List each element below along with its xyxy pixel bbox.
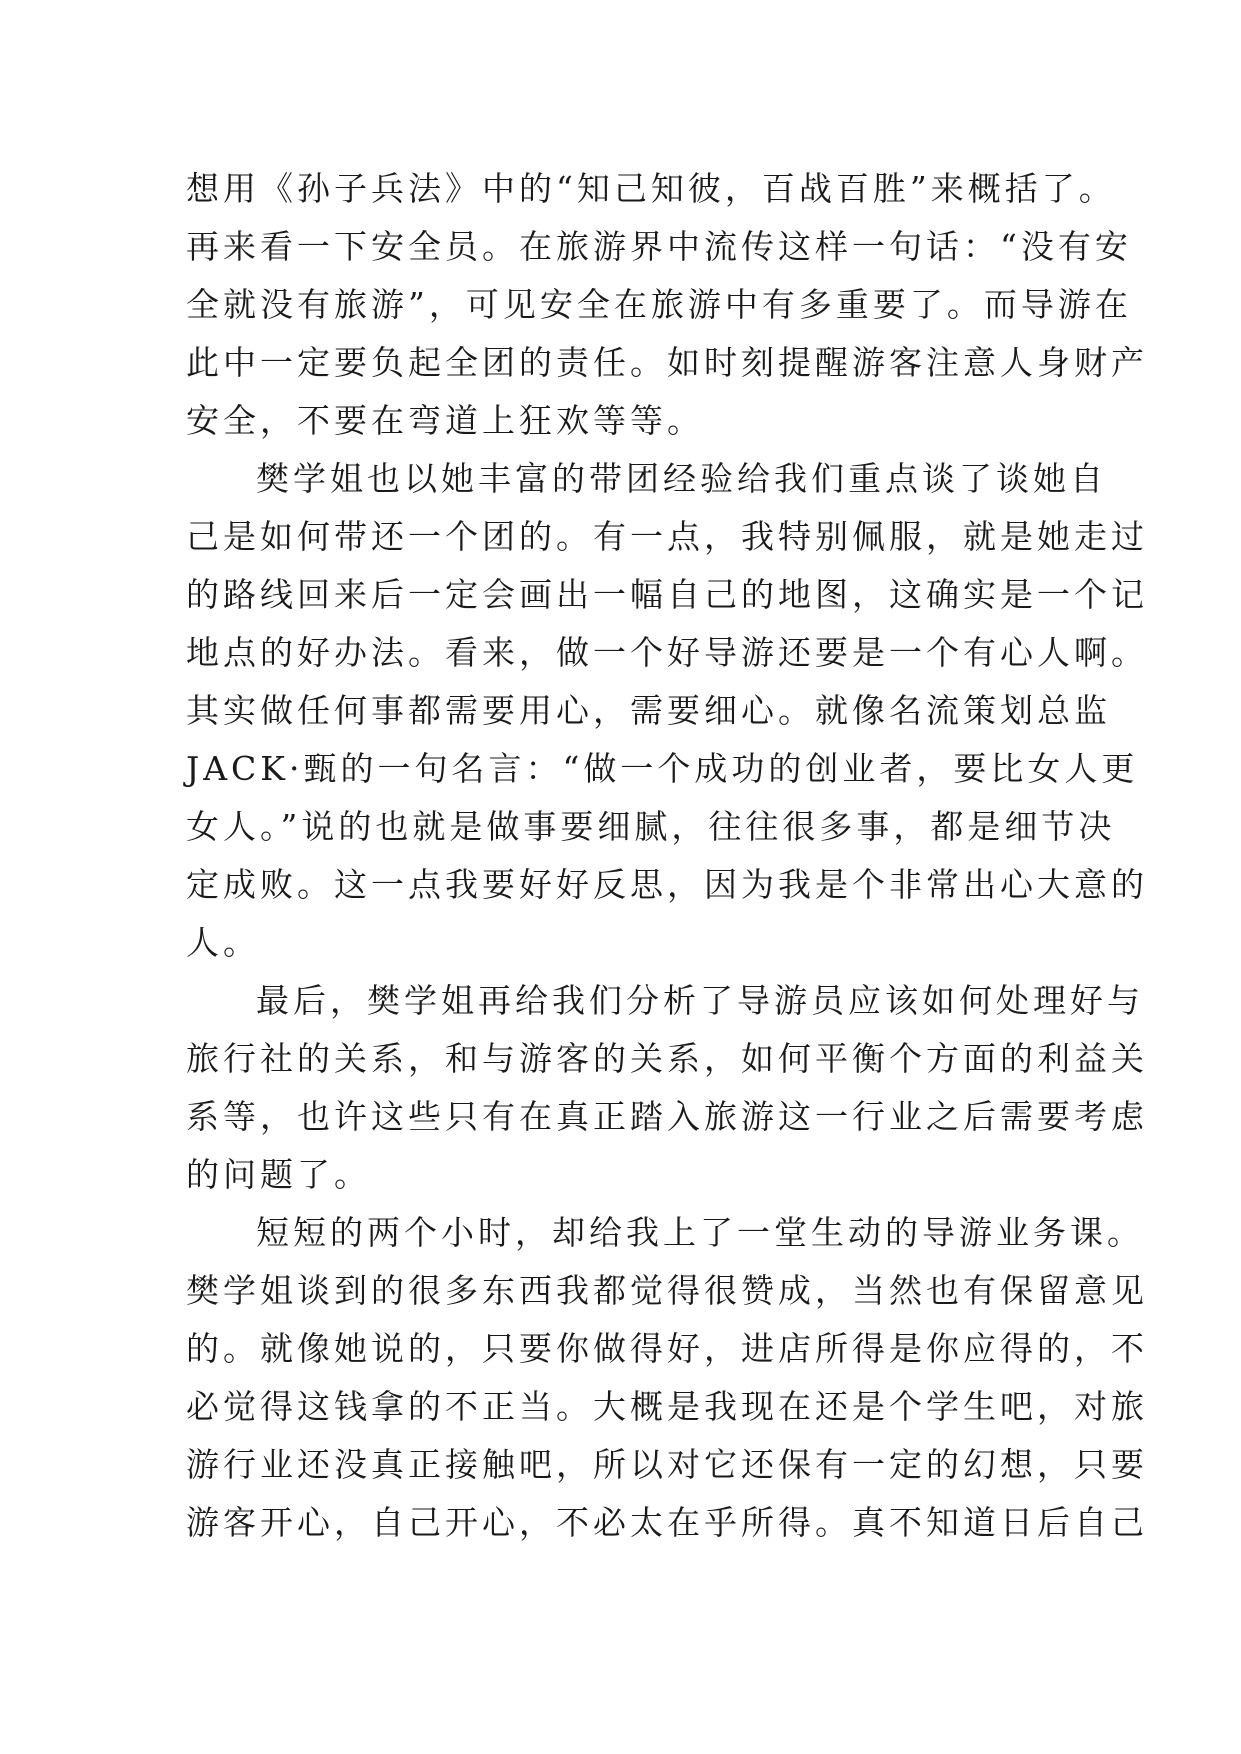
text-line: 游客开心，自己开心，不必太在乎所得。真不知道日后自己 bbox=[186, 1503, 1148, 1542]
text-line: 地点的好办法。看来，做一个好导游还要是一个有心人啊。 bbox=[186, 633, 1148, 672]
text-line: 游行业还没真正接触吧，所以对它还保有一定的幻想，只要 bbox=[186, 1445, 1148, 1484]
text-line: 全就没有旅游”，可见安全在旅游中有多重要了。而导游在 bbox=[186, 285, 1132, 324]
text-line: 人。 bbox=[186, 923, 260, 962]
text-line: 的。就像她说的，只要你做得好，进店所得是你应得的，不 bbox=[186, 1329, 1148, 1368]
text-line: 安全，不要在弯道上狂欢等等。 bbox=[186, 401, 704, 440]
text-line: 樊学姐也以她丰富的带团经验给我们重点谈了谈她自 bbox=[256, 459, 1107, 498]
text-line: JACK·甄的一句名言：“做一个成功的创业者，要比女人更 bbox=[186, 749, 1139, 788]
text-line: 系等，也许这些只有在真正踏入旅游这一行业之后需要考虑 bbox=[186, 1097, 1148, 1136]
text-line: 樊学姐谈到的很多东西我都觉得很赞成，当然也有保留意见 bbox=[186, 1271, 1148, 1310]
text-line: 想用《孙子兵法》中的“知己知彼，百战百胜”来概括了。 bbox=[186, 169, 1116, 208]
text-line: 定成败。这一点我要好好反思，因为我是个非常出心大意的 bbox=[186, 865, 1148, 904]
text-line: 旅行社的关系，和与游客的关系，如何平衡个方面的利益关 bbox=[186, 1039, 1148, 1078]
text-line: 女人。”说的也就是做事要细腻，往往很多事，都是细节决 bbox=[186, 807, 1116, 846]
text-line: 的路线回来后一定会画出一幅自己的地图，这确实是一个记 bbox=[186, 575, 1148, 614]
body-text bbox=[186, 160, 1148, 1552]
text-line: 此中一定要负起全团的责任。如时刻提醒游客注意人身财产 bbox=[186, 343, 1148, 382]
text-line: 再来看一下安全员。在旅游界中流传这样一句话：“没有安 bbox=[186, 227, 1132, 266]
text-line: 己是如何带还一个团的。有一点，我特别佩服，就是她走过 bbox=[186, 517, 1148, 556]
text-line: 必觉得这钱拿的不正当。大概是我现在还是个学生吧，对旅 bbox=[186, 1387, 1148, 1426]
text-line: 其实做任何事都需要用心，需要细心。就像名流策划总监 bbox=[186, 691, 1111, 730]
text-line: 的问题了。 bbox=[186, 1155, 371, 1194]
text-line: 短短的两个小时，却给我上了一堂生动的导游业务课。 bbox=[256, 1213, 1144, 1252]
text-line: 最后，樊学姐再给我们分析了导游员应该如何处理好与 bbox=[256, 981, 1144, 1020]
